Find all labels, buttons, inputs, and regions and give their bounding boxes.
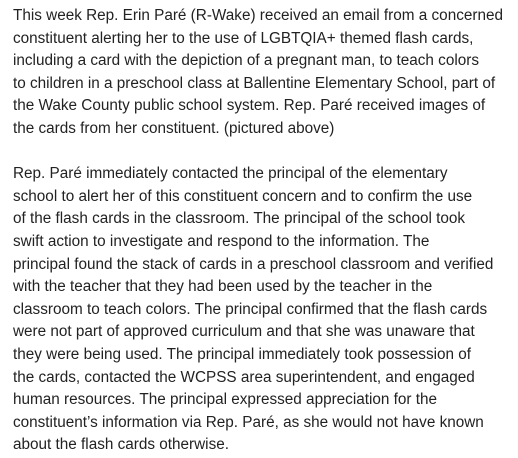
paragraph-constituent-email: This week Rep. Erin Paré (R-Wake) received an email from a concerned constituent alerting her to the use of LGBTQIA+ themed flash cards, including a card with the depiction of a pregnant man, to teach colors to children in a preschool class at Ballentine Elementary School, part of the Wake County public school system. Rep. Paré received images of the cards from her constituent. (pictured above) (13, 7, 503, 137)
paragraph-principal-response: Rep. Paré immediately contacted the principal of the elementary school to alert her of this constituent concern and to confirm the use of the flash cards in the classroom. The principal of the school took swift action to investigate and respond to the information. The principal found the stack of cards in a preschool classroom and verified with the teacher that they had been used by the teacher in the classroom to teach colors. The principal confirmed that the flash cards were not part of approved curriculum and that she was unaware that they were being used. The principal immediately took possession of the cards, contacted the WCPSS area superintendent, and engaged human resources. The principal expressed appreciation for the constituent’s information via Rep. Paré, as she would not have known about the flash cards otherwise. (13, 165, 494, 454)
